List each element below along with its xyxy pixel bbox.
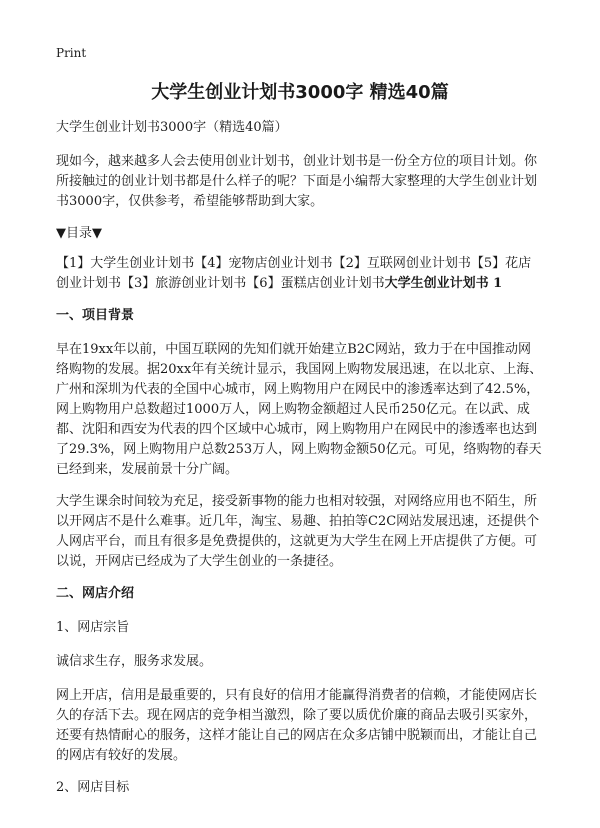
article-body	[56, 118, 543, 810]
toc-item-6[interactable]: 【6】蛋糕店创业计划书	[246, 276, 385, 291]
page-title: 大学生创业计划书3000字 精选40篇	[151, 82, 449, 103]
shop-purpose-label: 1、网店宗旨	[56, 620, 130, 635]
article-subtitle: 大学生创业计划书3000字（精选40篇）	[56, 120, 288, 135]
toc-item-2[interactable]: 【2】互联网创业计划书	[332, 256, 471, 271]
toc-item-5[interactable]: 【5】花店创业计划书	[56, 256, 532, 291]
shop-goal-label: 2、网店目标	[56, 780, 130, 795]
toc-item-4[interactable]: 【4】宠物店创业计划书	[194, 256, 333, 271]
toc-label: ▼目录▼	[56, 226, 102, 241]
table-of-contents	[56, 254, 543, 294]
shop-purpose-text: 诚信求生存，服务求发展。	[56, 654, 213, 669]
background-paragraph-2: 大学生课余时间较为充足，接受新事物的能力也相对较强，对网络应用也不陌生，所以开网店不是什么难事。近几年，淘宝、易趣、拍拍等C2C网站发展迅速，还提供个人网店平台，而且有很多是免费提供的，这就更为大学生在网上开店提供了方便。可以说，开网店已经成为了大学生创业的一条捷径。	[56, 494, 540, 569]
background-paragraph-1: 早在19xx年以前，中国互联网的先知们就开始建立B2C网站，致力于在中国推动网络购物的发展。据20xx年有关统计显示，我国网上购物发展迅速，在以北京、上海、广州和深圳为代表的全国中心城市，网上购物用户在网民中的渗透率达到了42.5%，网上购物用户总数超过1000万人，网上购物金额超过人民币250亿元。在以武、成都、沈阳和西安为代表的四个区域中心城市，网上购物用户在网民中的渗透率也达到了29.3%，网上购物用户总数253万人，网上购物金额50亿元。可见，络购物的春天已经到来，发展前景十分广阔。	[56, 342, 543, 477]
toc-item-1[interactable]: 【1】大学生创业计划书	[56, 256, 195, 271]
intro-paragraph: 现如今，越来越多人会去使用创业计划书，创业计划书是一份全方位的项目计划。你所接触过的创业计划书都是什么样子的呢？下面是小编帮大家整理的大学生创业计划书3000字，仅供参考，希望能够帮助到大家。	[56, 154, 538, 209]
shop-purpose-detail: 网上开店，信用是最重要的，只有良好的信用才能赢得消费者的信赖，才能使网店长久的存活下去。现在网店的竞争相当激烈，除了要以质优价廉的商品去吸引买家外，还要有热情耐心的服务，这样才能让自己的网店在众多店铺中脱颖而出，才能让自己的网店有较好的发展。	[56, 688, 538, 763]
section-anchor-title: 大学生创业计划书 1	[384, 276, 503, 291]
section-heading-shop-intro: 二、网店介绍	[56, 586, 135, 601]
section-heading-background: 一、项目背景	[56, 308, 135, 323]
print-link[interactable]: Print	[56, 46, 87, 60]
toc-item-3[interactable]: 【3】旅游创业计划书	[121, 276, 247, 291]
